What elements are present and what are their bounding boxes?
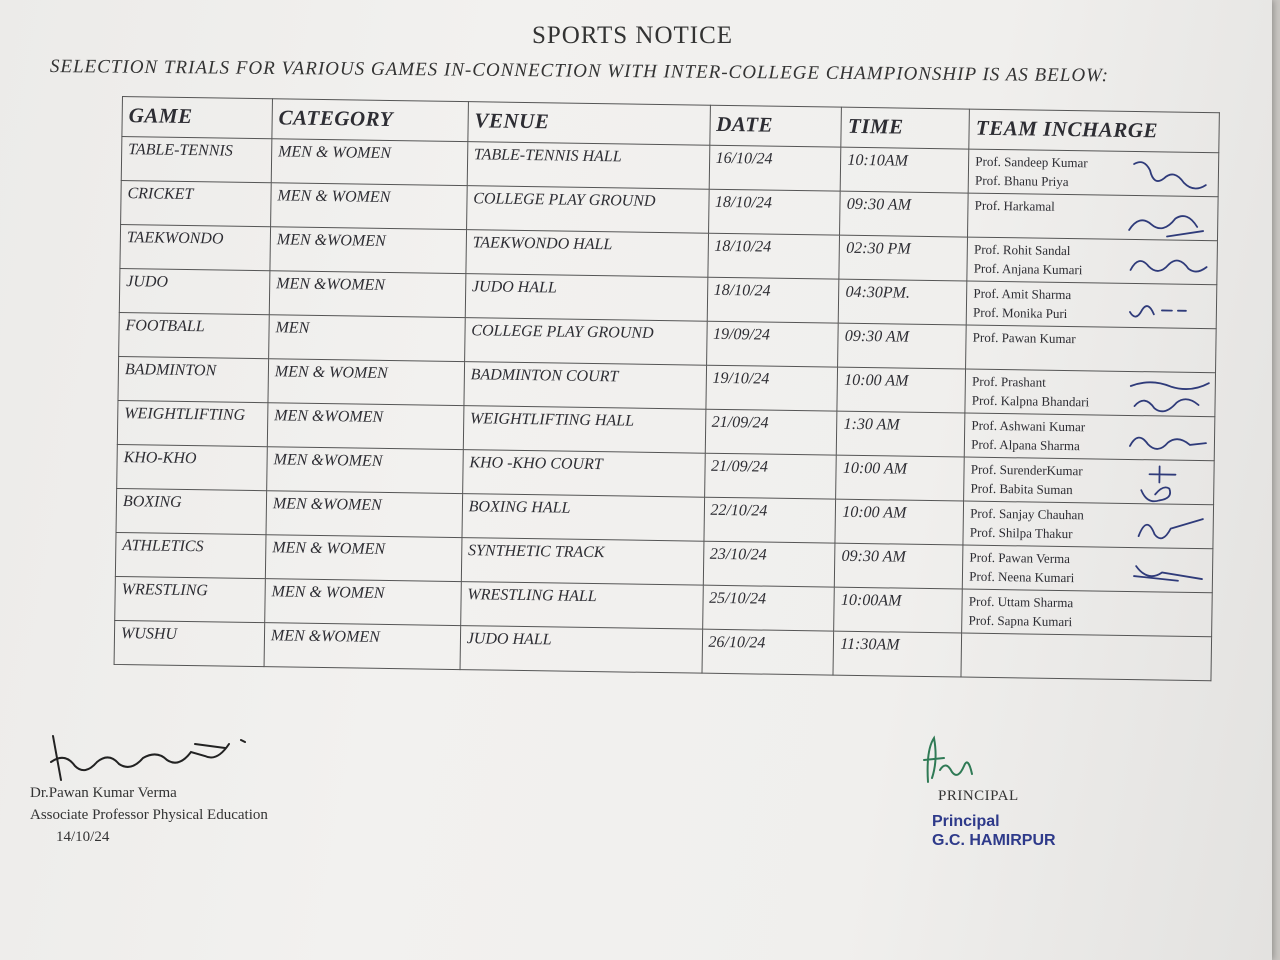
professor-signature bbox=[45, 722, 265, 784]
schedule-table-wrapper bbox=[114, 96, 1220, 681]
cell-category: MEN &WOMEN bbox=[266, 491, 462, 538]
cell-time: 11:30AM bbox=[833, 631, 962, 677]
cell-game: WEIGHTLIFTING bbox=[117, 400, 268, 446]
signatory-name: Dr.Pawan Kumar Verma bbox=[30, 785, 177, 801]
column-header: VENUE bbox=[468, 102, 710, 146]
column-header: GAME bbox=[122, 97, 273, 139]
cell-date: 21/09/24 bbox=[704, 453, 836, 499]
cell-date: 18/10/24 bbox=[708, 189, 840, 235]
cell-incharge bbox=[968, 193, 1218, 241]
incharge-name: Prof. Prashant bbox=[971, 373, 1046, 390]
incharge-signature bbox=[1118, 552, 1209, 593]
incharge-name: Prof. Shilpa Thakur bbox=[969, 524, 1073, 542]
cell-date: 23/10/24 bbox=[703, 541, 835, 587]
incharge-signature bbox=[1124, 156, 1215, 197]
stamp-line-2: G.C. HAMIRPUR bbox=[932, 832, 1056, 849]
cell-incharge bbox=[963, 501, 1213, 549]
principal-stamp bbox=[932, 812, 1056, 850]
cell-game: CRICKET bbox=[121, 180, 272, 226]
cell-incharge bbox=[961, 633, 1211, 681]
incharge-signature bbox=[1122, 288, 1213, 329]
incharge-signature bbox=[1118, 508, 1209, 549]
cell-category: MEN &WOMEN bbox=[267, 447, 463, 494]
cell-incharge bbox=[962, 589, 1212, 637]
cell-venue: COLLEGE PLAY GROUND bbox=[466, 186, 708, 234]
cell-venue: WEIGHTLIFTING HALL bbox=[463, 406, 705, 454]
cell-game: BADMINTON bbox=[118, 356, 269, 402]
cell-time: 1:30 AM bbox=[837, 411, 966, 457]
column-header: DATE bbox=[709, 105, 841, 147]
cell-venue: KHO -KHO COURT bbox=[462, 450, 704, 498]
cell-venue: TAEKWONDO HALL bbox=[466, 230, 708, 278]
cell-game: ATHLETICS bbox=[115, 532, 266, 578]
incharge-name: Prof. Sandeep Kumar bbox=[975, 153, 1088, 171]
principal-label: PRINCIPAL bbox=[938, 788, 1019, 804]
incharge-name: Prof. Kalpna Bhandari bbox=[971, 392, 1090, 410]
stamp-line-1: Principal bbox=[932, 813, 1000, 830]
cell-category: MEN & WOMEN bbox=[268, 359, 464, 406]
cell-venue: TABLE-TENNIS HALL bbox=[467, 142, 709, 190]
cell-game: KHO-KHO bbox=[117, 444, 268, 490]
incharge-name: Prof. Alpana Sharma bbox=[971, 436, 1080, 454]
cell-time: 09:30 AM bbox=[835, 543, 964, 589]
cell-venue: JUDO HALL bbox=[465, 274, 707, 322]
cell-incharge bbox=[967, 237, 1217, 285]
cell-incharge bbox=[966, 281, 1216, 329]
cell-game: TAEKWONDO bbox=[120, 224, 271, 270]
incharge-name: Prof. Monika Puri bbox=[973, 304, 1068, 322]
cell-game: FOOTBALL bbox=[119, 312, 270, 358]
incharge-name: Prof. Anjana Kumari bbox=[973, 260, 1083, 278]
incharge-name: Prof. Pawan Verma bbox=[969, 549, 1071, 567]
cell-date: 16/10/24 bbox=[709, 145, 841, 191]
cell-time: 10:00AM bbox=[834, 587, 963, 633]
incharge-name: Prof. Amit Sharma bbox=[973, 285, 1072, 303]
cell-time: 09:30 AM bbox=[840, 191, 969, 237]
cell-date: 19/10/24 bbox=[705, 365, 837, 411]
cell-game: JUDO bbox=[119, 268, 270, 314]
cell-incharge bbox=[963, 545, 1213, 593]
cell-category: MEN bbox=[269, 315, 465, 362]
incharge-name: Prof. Uttam Sharma bbox=[968, 593, 1074, 611]
column-header: TIME bbox=[841, 107, 969, 149]
cell-time: 02:30 PM bbox=[839, 235, 968, 281]
signatory-date: 14/10/24 bbox=[56, 829, 110, 845]
cell-category: MEN &WOMEN bbox=[269, 271, 465, 318]
cell-category: MEN &WOMEN bbox=[264, 623, 460, 670]
cell-incharge bbox=[968, 149, 1218, 197]
cell-time: 10:00 AM bbox=[836, 455, 965, 501]
incharge-name: Prof. Sanjay Chauhan bbox=[970, 505, 1084, 523]
incharge-name: Prof. Bhanu Priya bbox=[974, 172, 1069, 190]
incharge-name: Prof. Rohit Sandal bbox=[973, 241, 1071, 259]
incharge-name: Prof. Harkamal bbox=[974, 197, 1055, 214]
cell-game: WRESTLING bbox=[115, 576, 266, 622]
cell-incharge bbox=[966, 325, 1216, 373]
cell-date: 26/10/24 bbox=[702, 629, 834, 675]
cell-venue: BOXING HALL bbox=[462, 494, 704, 542]
cell-venue: COLLEGE PLAY GROUND bbox=[464, 318, 706, 366]
cell-incharge bbox=[964, 457, 1214, 505]
cell-game: TABLE-TENNIS bbox=[121, 137, 272, 183]
incharge-name: Prof. SurenderKumar bbox=[970, 461, 1083, 479]
cell-venue: JUDO HALL bbox=[460, 626, 702, 674]
incharge-signature bbox=[1120, 376, 1211, 417]
cell-game: BOXING bbox=[116, 488, 267, 534]
incharge-name: Prof. Pawan Kumar bbox=[972, 329, 1076, 347]
column-header: CATEGORY bbox=[272, 99, 468, 142]
cell-venue: WRESTLING HALL bbox=[460, 582, 702, 630]
incharge-signature bbox=[1120, 420, 1211, 461]
cell-category: MEN & WOMEN bbox=[271, 139, 467, 186]
cell-date: 18/10/24 bbox=[707, 277, 839, 323]
notice-subtitle: SELECTION TRIALS FOR VARIOUS GAMES IN-CONNECTION WITH INTER-COLLEGE CHAMPIONSHIP IS AS BELOW: bbox=[49, 56, 1110, 87]
cell-category: MEN & WOMEN bbox=[265, 579, 461, 626]
table-body bbox=[114, 137, 1219, 681]
cell-time: 10:00 AM bbox=[837, 367, 966, 413]
incharge-name: Prof. Ashwani Kumar bbox=[971, 417, 1086, 435]
schedule-table bbox=[114, 96, 1220, 681]
cell-venue: BADMINTON COURT bbox=[464, 362, 706, 410]
cell-incharge bbox=[965, 369, 1215, 417]
incharge-signature bbox=[1123, 200, 1214, 241]
cell-time: 09:30 AM bbox=[838, 323, 967, 369]
cell-time: 10:10AM bbox=[841, 147, 970, 193]
cell-incharge bbox=[964, 413, 1214, 461]
cell-date: 25/10/24 bbox=[702, 585, 834, 631]
incharge-name: Prof. Sapna Kumari bbox=[968, 612, 1073, 630]
cell-time: 10:00 AM bbox=[835, 499, 964, 545]
notice-title: SPORTS NOTICE bbox=[531, 22, 734, 49]
incharge-name: Prof. Neena Kumari bbox=[969, 568, 1075, 586]
signatory-block bbox=[30, 782, 268, 848]
cell-date: 21/09/24 bbox=[705, 409, 837, 455]
cell-category: MEN & WOMEN bbox=[265, 535, 461, 582]
cell-category: MEN &WOMEN bbox=[267, 403, 463, 450]
cell-category: MEN & WOMEN bbox=[271, 183, 467, 230]
principal-signature bbox=[918, 730, 988, 790]
cell-game: WUSHU bbox=[114, 620, 265, 666]
cell-date: 18/10/24 bbox=[707, 233, 839, 279]
column-header: TEAM INCHARGE bbox=[969, 109, 1219, 153]
cell-category: MEN &WOMEN bbox=[270, 227, 466, 274]
incharge-signature bbox=[1122, 244, 1213, 285]
cell-date: 19/09/24 bbox=[706, 321, 838, 367]
cell-venue: SYNTHETIC TRACK bbox=[461, 538, 703, 586]
incharge-name: Prof. Babita Suman bbox=[970, 480, 1073, 498]
incharge-signature bbox=[1119, 464, 1210, 505]
signatory-designation: Associate Professor Physical Education bbox=[30, 807, 268, 823]
cell-time: 04:30PM. bbox=[839, 279, 968, 325]
cell-date: 22/10/24 bbox=[703, 497, 835, 543]
